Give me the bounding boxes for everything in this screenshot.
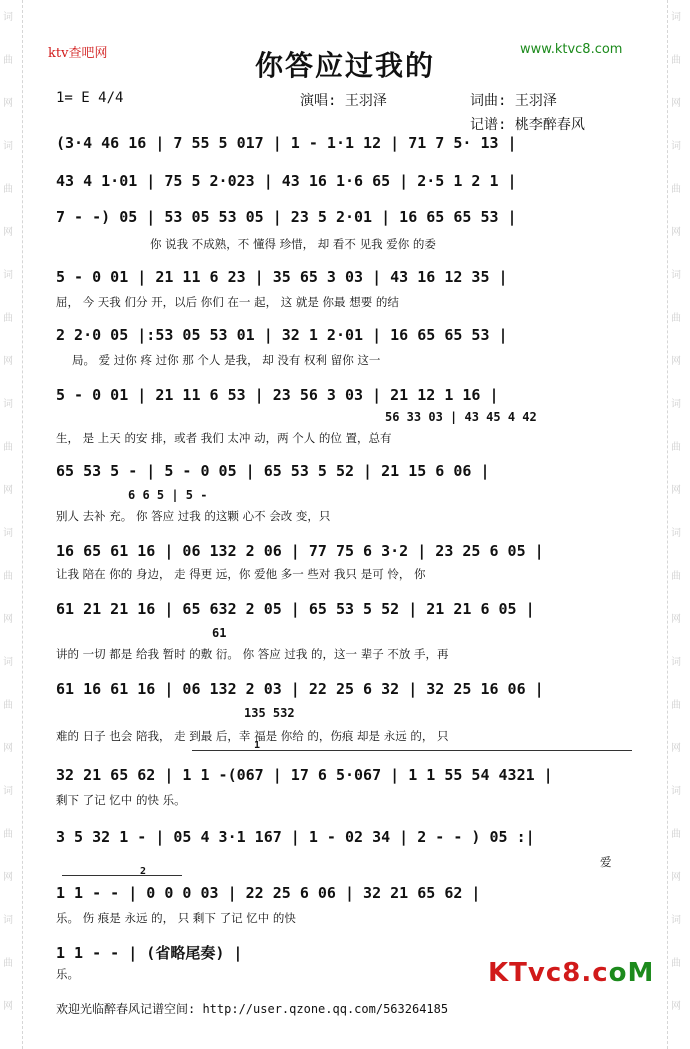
watermark-glyph: 曲: [3, 313, 13, 324]
watermark-glyph: 词: [671, 528, 681, 539]
volta-number-1: 1: [254, 740, 261, 751]
watermark-glyph: 词: [3, 12, 13, 23]
notation-line-6: 5 - 0 01 | 21 11 6 53 | 23 56 3 03 | 21 12 1 16 |: [56, 386, 499, 404]
notation-line-8: 16 65 61 16 | 06 132 2 06 | 77 75 6 3·2 | 23 25 6 05 |: [56, 542, 544, 560]
watermark-glyph: 网: [3, 485, 13, 496]
lyric-line-4: 屈， 今 天我 们分 开，以后 你们 在一 起， 这 就是 你最 想要 的结: [56, 295, 399, 309]
lyric-line-14: 乐。: [56, 967, 79, 981]
watermark-glyph: 词: [3, 270, 13, 281]
watermark-glyph: 曲: [671, 313, 681, 324]
watermark-glyph: 曲: [3, 184, 13, 195]
watermark-glyph: 曲: [671, 184, 681, 195]
watermark-glyph: 词: [671, 786, 681, 797]
site-url-right: www.ktvc8.com: [520, 42, 623, 57]
volta-bracket-2: [62, 875, 182, 876]
notation-line-9: 61 21 21 16 | 65 632 2 05 | 65 53 5 52 | 21 21 6 05 |: [56, 600, 535, 618]
alt-notes-line-6: 56 33 03 | 43 45 4 42: [385, 410, 537, 424]
notation-line-11: 32 21 65 62 | 1 1 -(067 | 17 6 5·067 | 1 1 55 54 4321 |: [56, 766, 553, 784]
lyric-line-7: 别人 去补 充。 你 答应 过我 的这颗 心不 会改 变，只: [56, 509, 331, 523]
watermark-glyph: 词: [671, 12, 681, 23]
site-name-left: ktv查吧网: [48, 46, 108, 61]
watermark-glyph: 词: [3, 786, 13, 797]
watermark-glyph: 网: [671, 743, 681, 754]
singer-credit: 演唱: 王羽泽: [300, 93, 387, 109]
watermark-glyph: 网: [671, 98, 681, 109]
notation-line-5: 2 2·0 05 |:53 05 53 01 | 32 1 2·01 | 16 65 65 53 |: [56, 326, 508, 344]
left-watermark-strip: [0, 0, 23, 1049]
notation-line-4: 5 - 0 01 | 21 11 6 23 | 35 65 3 03 | 43 16 12 35 |: [56, 268, 508, 286]
lyric-line-6: 生， 是 上天 的安 排，或者 我们 太冲 动，两 个人 的位 置，总有: [56, 431, 392, 445]
watermark-glyph: 曲: [671, 442, 681, 453]
notation-line-2: 43 4 1·01 | 75 5 2·023 | 43 16 1·6 65 | 2·5 1 2 1 |: [56, 172, 517, 190]
watermark-glyph: 网: [3, 1001, 13, 1012]
watermark-glyph: 网: [3, 356, 13, 367]
lyric-line-11: 剩下 了记 忆中 的快 乐。: [56, 793, 186, 807]
notation-line-1: (3·4 46 16 | 7 55 5 017 | 1 - 1·1 12 | 71 7 5· 13 |: [56, 134, 517, 152]
watermark-glyph: 词: [671, 915, 681, 926]
watermark-glyph: 网: [671, 356, 681, 367]
notation-line-7: 65 53 5 - | 5 - 0 05 | 65 53 5 52 | 21 15 6 06 |: [56, 462, 490, 480]
key-signature: 1= E 4/4: [56, 90, 124, 106]
watermark-glyph: 曲: [671, 700, 681, 711]
notation-line-13: 1 1 - - | 0 0 0 03 | 22 25 6 06 | 32 21 65 62 |: [56, 884, 481, 902]
watermark-glyph: 曲: [3, 700, 13, 711]
watermark-glyph: 词: [671, 399, 681, 410]
watermark-glyph: 词: [671, 141, 681, 152]
watermark-glyph: 网: [671, 872, 681, 883]
watermark-glyph: 曲: [671, 958, 681, 969]
watermark-glyph: 网: [671, 614, 681, 625]
lyric-line-13: 乐。 伤 痕是 永远 的， 只 剩下 了记 忆中 的快: [56, 911, 296, 925]
right-watermark-strip: [667, 0, 690, 1049]
volta-number-2: 2: [140, 866, 147, 877]
composer-credit: 词曲: 王羽泽: [470, 93, 557, 109]
watermark-glyph: 词: [671, 657, 681, 668]
lyric-line-12: 爱: [600, 855, 612, 869]
watermark-glyph: 网: [3, 98, 13, 109]
song-title: 你答应过我的: [254, 49, 435, 82]
watermark-glyph: 曲: [3, 829, 13, 840]
alt-notes-line-10: 135 532: [244, 706, 295, 720]
watermark-glyph: 网: [671, 485, 681, 496]
watermark-glyph: 曲: [3, 442, 13, 453]
watermark-glyph: 曲: [671, 571, 681, 582]
watermark-glyph: 词: [3, 399, 13, 410]
transcriber-credit: 记谱: 桃李醉春风: [470, 117, 585, 133]
watermark-glyph: 网: [3, 614, 13, 625]
watermark-glyph: 网: [671, 1001, 681, 1012]
notation-line-10: 61 16 61 16 | 06 132 2 03 | 22 25 6 32 | 32 25 16 06 |: [56, 680, 544, 698]
notation-line-3: 7 - -) 05 | 53 05 53 05 | 23 5 2·01 | 16 65 65 53 |: [56, 208, 517, 226]
lyric-line-10: 难的 日子 也会 陪我， 走 到最 后，幸 福是 你给 的，伤痕 却是 永远 的， 只: [56, 729, 449, 743]
lyric-line-3: 你 说我 不成熟，不 懂得 珍惜， 却 看不 见我 爱你 的委: [150, 237, 436, 251]
lyric-line-5: 局。 爱 过你 疼 过你 那 个人 是我， 却 没有 权利 留你 这一: [72, 353, 381, 367]
ktvc8-logo: KTvc8.coM: [488, 958, 655, 988]
watermark-glyph: 词: [3, 141, 13, 152]
watermark-glyph: 网: [3, 743, 13, 754]
watermark-glyph: 曲: [671, 55, 681, 66]
watermark-glyph: 网: [3, 227, 13, 238]
watermark-glyph: 曲: [671, 829, 681, 840]
notation-line-12: 3 5 32 1 - | 05 4 3·1 167 | 1 - 02 34 | 2 - - ) 05 :|: [56, 828, 535, 846]
watermark-glyph: 曲: [3, 571, 13, 582]
watermark-glyph: 网: [671, 227, 681, 238]
watermark-glyph: 词: [671, 270, 681, 281]
notation-line-14: 1 1 - - | (省略尾奏) |: [56, 944, 243, 962]
footer-credit: 欢迎光临醉春风记谱空间: http://user.qzone.qq.com/563264185: [56, 1002, 449, 1016]
alt-notes-line-7: 6 6 5 | 5 -: [128, 488, 208, 502]
watermark-glyph: 网: [3, 872, 13, 883]
watermark-glyph: 词: [3, 657, 13, 668]
watermark-glyph: 词: [3, 528, 13, 539]
watermark-glyph: 词: [3, 915, 13, 926]
watermark-glyph: 曲: [3, 55, 13, 66]
alt-notes-line-9: 61: [212, 626, 227, 640]
lyric-line-9: 讲的 一切 都是 给我 暂时 的敷 衍。 你 答应 过我 的，这一 辈子 不放 手，再: [56, 647, 449, 661]
watermark-glyph: 曲: [3, 958, 13, 969]
lyric-line-8: 让我 陪在 你的 身边， 走 得更 远，你 爱他 多一 些对 我只 是可 怜， 你: [56, 567, 426, 581]
